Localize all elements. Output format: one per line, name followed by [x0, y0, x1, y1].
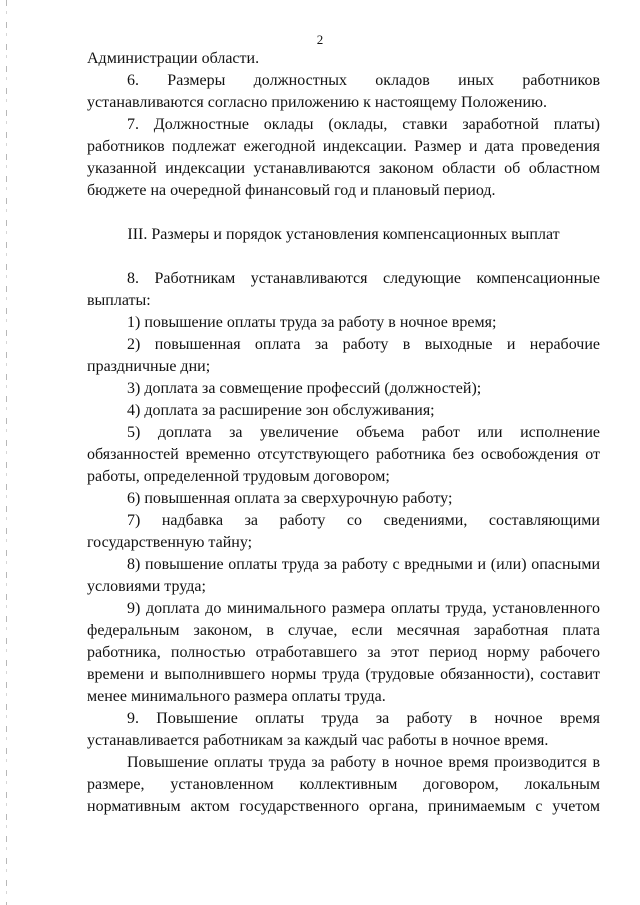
text-line: работника, полностью отработавшего за этот период норму рабочего	[87, 644, 600, 661]
list-item: 4) доплата за расширение зон обслуживания;	[127, 402, 435, 419]
text-line: 9. Повышение оплаты труда за работу в ночное время	[127, 710, 600, 727]
text-line: выплаты:	[87, 292, 151, 309]
text-line: работы, определенной трудовым договором;	[87, 468, 390, 485]
list-item: 9) доплата до минимального размера оплаты труда, установленного	[127, 600, 600, 617]
text-line: условиями труда;	[87, 578, 206, 595]
text-line: работников подлежат ежегодной индексации. Размер и дата проведения	[87, 138, 600, 155]
text-line: указанной индексации устанавливаются законом области об областном	[87, 160, 600, 177]
text-line: размере, установленном коллективным договором, локальным	[87, 776, 600, 793]
list-item: 5) доплата за увеличение объема работ или исполнение	[127, 424, 600, 441]
text-line: 6. Размеры должностных окладов иных работников	[127, 72, 600, 89]
list-item: 2) повышенная оплата за работу в выходные и нерабочие	[127, 336, 600, 353]
text-line: устанавливается работникам за каждый час работы в ночное время.	[87, 732, 549, 749]
text-line: 7. Должностные оклады (оклады, ставки заработной платы)	[127, 116, 600, 133]
text-line: 8. Работникам устанавливаются следующие компенсационные	[127, 270, 600, 287]
section-heading: III. Размеры и порядок установления компенсационных выплат	[127, 226, 560, 243]
text-line: обязанностей временно отсутствующего работника без освобождения от	[87, 446, 600, 463]
list-item: 3) доплата за совмещение профессий (должностей);	[127, 380, 482, 397]
text-line: федеральным законом, в случае, если месячная заработная плата	[87, 622, 600, 639]
scan-edge-artifact	[6, 0, 7, 905]
text-line: времени и выполнившего нормы труда (трудовые обязанности), составит	[87, 666, 600, 683]
text-line: Повышение оплаты труда за работу в ночное время производится в	[127, 754, 600, 771]
text-line: нормативным актом государственного органа, принимаемым с учетом	[87, 798, 600, 815]
text-line: бюджете на очередной финансовый год и плановый период.	[87, 182, 496, 199]
list-item: 8) повышение оплаты труда за работу с вредными и (или) опасными	[127, 556, 600, 573]
text-line: государственную тайну;	[87, 534, 253, 551]
text-line: устанавливаются согласно приложению к настоящему Положению.	[87, 94, 547, 111]
text-line: Администрации области.	[87, 50, 260, 67]
text-line: менее минимального размера оплаты труда.	[87, 688, 386, 705]
list-item: 6) повышенная оплата за сверхурочную работу;	[127, 490, 453, 507]
list-item: 7) надбавка за работу со сведениями, составляющими	[127, 512, 600, 529]
document-body	[87, 48, 600, 818]
list-item: 1) повышение оплаты труда за работу в ночное время;	[127, 314, 497, 331]
page-number: 2	[316, 32, 324, 47]
text-line: праздничные дни;	[87, 358, 211, 375]
